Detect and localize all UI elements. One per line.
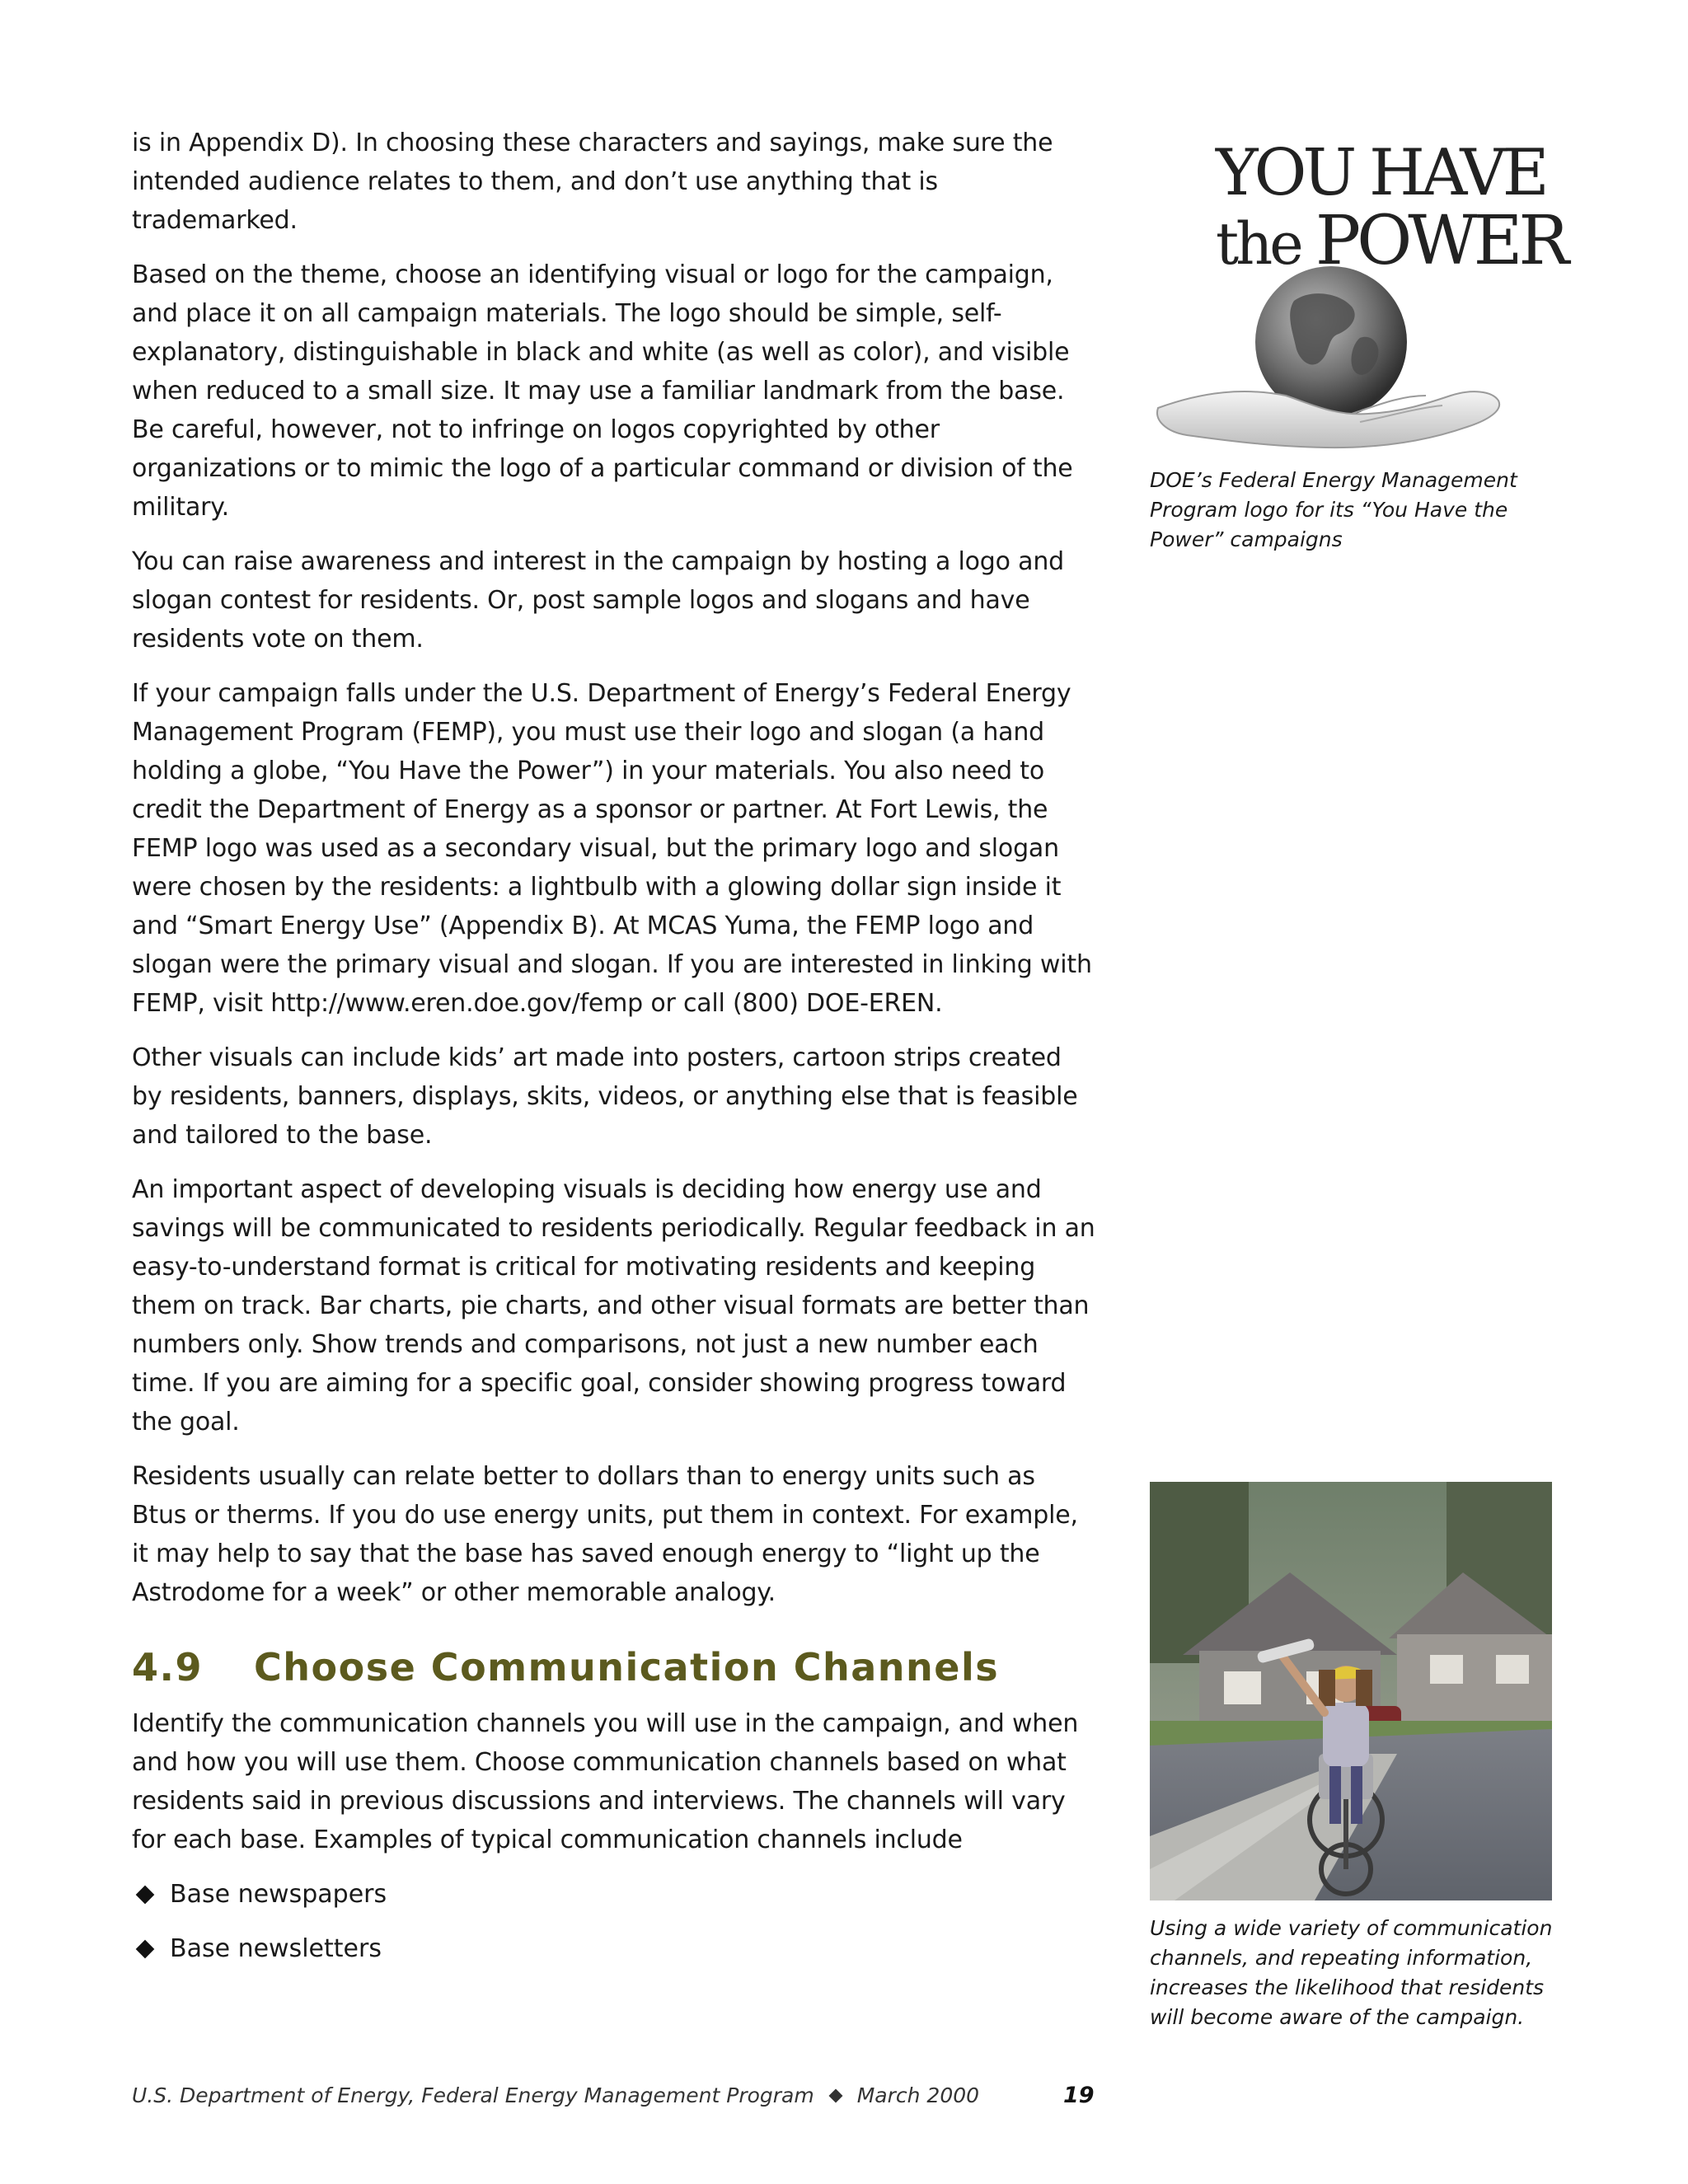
paragraph: You can raise awareness and interest in the campaign by hosting a logo and slogan contest for residents. Or, post sample logos and slogans and have residents vote on them. xyxy=(132,547,1064,654)
photo-caption: Using a wide variety of communication channels, and repeating information, increases the likelihood that residents will become aware of the campaign. xyxy=(1150,1916,1553,2029)
list-item-label: Base newspapers xyxy=(170,1880,387,1909)
logo-wordmark-line1: YOU HAVE xyxy=(1216,136,1545,210)
diamond-bullet-icon xyxy=(136,1939,155,1958)
section-title: Choose Communication Channels xyxy=(254,1645,1000,1690)
page-number: 19 xyxy=(1063,2083,1095,2108)
paragraph: If your campaign falls under the U.S. Department of Energy’s Federal Energy Management Program (FEMP), you must use their logo and slogan (a hand holding a globe, “You Have the Power”) in your materials. You also need to credit the Department of Energy as a sponsor or partner. At Fort Lewis, the FEMP logo was used as a secondary visual, but the primary logo and slogan were chosen by the residents: a lightbulb with a glowing dollar sign inside it and “Smart Energy Use” (Appendix B). At MCAS Yuma, the FEMP logo and slogan were the primary visual and slogan. If you are interested in linking with FEMP, visit http://www.eren.doe.gov/femp or call (800) DOE-EREN. xyxy=(132,679,1092,1018)
logo-wordmark-line2: the POWER xyxy=(1216,202,1566,280)
footer-date: March 2000 xyxy=(856,2083,980,2107)
paragraph: An important aspect of developing visuals is deciding how energy use and savings will be communicated to residents periodically. Regular feedback in an easy-to-understand format is critical for motivating residents and keeping them on track. Bar charts, pie charts, and other visual formats are better than numbers only. Show trends and comparisons, not just a new number each time. If you are aiming for a specific goal, consider showing progress toward the goal. xyxy=(132,1175,1095,1436)
femp-logo xyxy=(1154,124,1566,453)
paragraph: is in Appendix D). In choosing these characters and sayings, make sure the intended audience relates to them, and don’t use anything that is trademarked. xyxy=(132,129,1053,235)
logo-caption: DOE’s Federal Energy Management Program logo for its “You Have the Power” campaigns xyxy=(1150,468,1517,551)
section-intro: Identify the communication channels you will use in the campaign, and when and how you will use them. Choose communication channels based on what residents said in previous discussions and interviews. The channels will vary for each base. Examples of typical communication channels include xyxy=(132,1709,1079,1854)
child-on-bicycle-image xyxy=(1150,1482,1552,1900)
section-number: 4.9 xyxy=(132,1645,203,1690)
list-item xyxy=(132,1929,1096,1968)
main-column xyxy=(132,124,1096,1984)
channel-list xyxy=(132,1875,1096,1968)
page-footer xyxy=(132,2083,1104,2107)
diamond-bullet-icon xyxy=(136,1885,155,1904)
bicycle-photo xyxy=(1150,1482,1552,1900)
footer-publisher: U.S. Department of Energy, Federal Energy Management Program xyxy=(132,2083,814,2107)
paragraph: Other visuals can include kids’ art made into posters, cartoon strips created by residents, banners, displays, skits, videos, or anything else that is feasible and tailored to the base. xyxy=(132,1043,1078,1150)
paragraph: Residents usually can relate better to dollars than to energy units such as Btus or therms. If you do use energy units, put them in context. For example, it may help to say that the base has saved enough energy to “light up the Astrodome for a week” or other memorable analogy. xyxy=(132,1462,1078,1607)
logo-caption-block xyxy=(1150,466,1558,555)
list-item-label: Base newsletters xyxy=(170,1934,382,1963)
list-item xyxy=(132,1875,1096,1914)
photo-caption-block xyxy=(1150,1914,1558,2032)
paragraph: Based on the theme, choose an identifying visual or logo for the campaign, and place it on all campaign materials. The logo should be simple, self-explanatory, distinguishable in black and white (as well as color), and visible when reduced to a small size. It may use a familiar landmark from the base. Be careful, however, not to infringe on logos copyrighted by other organizations or to mimic the logo of a particular command or division of the military. xyxy=(132,260,1073,522)
diamond-separator-icon xyxy=(828,2088,842,2102)
section-heading xyxy=(132,1645,1096,1690)
